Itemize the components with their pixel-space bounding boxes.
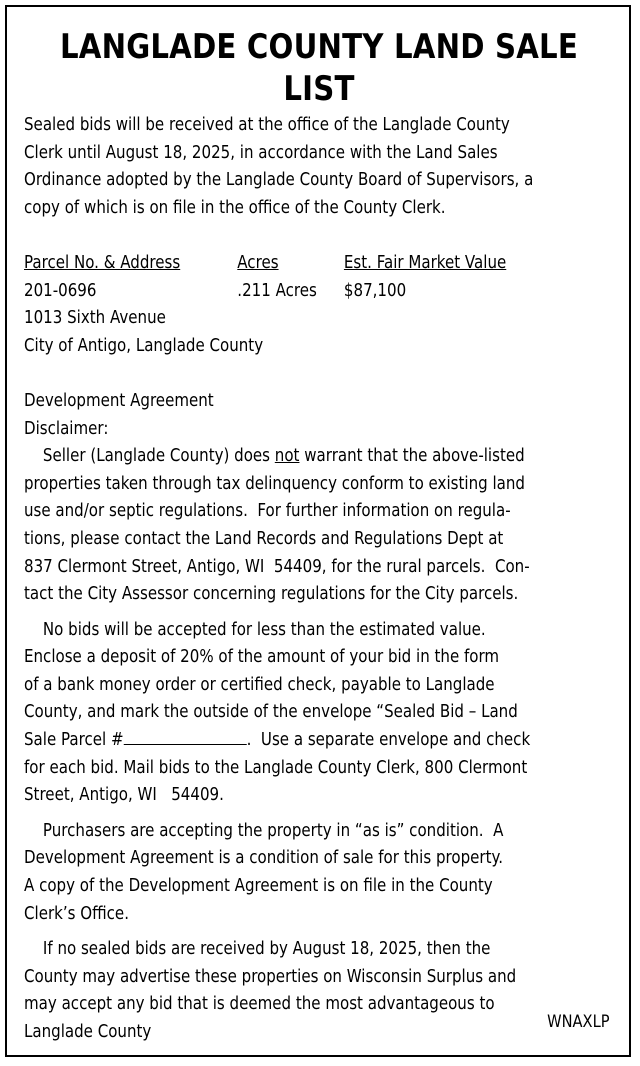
parcel-value: $87,100 (343, 280, 407, 301)
disclaimer-line: 837 Clermont Street, Antigo, WI 54409, for the rural parcels. Con- (24, 556, 530, 577)
emphasis-not: not (274, 446, 300, 467)
disclaimer-line: tact the City Assessor concerning regulations for the City parcels. (24, 584, 519, 605)
no-bids-line: Langlade County (24, 1022, 152, 1042)
intro-line: copy of which is on file in the office of the County Clerk. (24, 197, 446, 218)
bids-line: Enclose a deposit of 20% of the amount of your bid in the form (24, 647, 500, 668)
disclaimer-line: use and/or septic regulations. For further information on regula- (24, 501, 511, 522)
disclaimer-line: tions, please contact the Land Records and Regulations Dept at (24, 528, 504, 549)
publication-code: WNAXLP (547, 1012, 610, 1032)
purchasers-line: Purchasers are accepting the property in “as is” condition. A (42, 820, 504, 841)
header-parcel: Parcel No. & Address (24, 252, 181, 273)
bids-line: of a bank money order or certified check, payable to Langlade (24, 674, 495, 695)
purchasers-line: A copy of the Development Agreement is on file in the County (24, 876, 493, 897)
parcel-number-blank (124, 728, 247, 745)
purchasers-line: Clerk’s Office. (24, 903, 129, 924)
no-bids-line: If no sealed bids are received by August 18, 2025, then the (42, 939, 491, 960)
parcel-city: City of Antigo, Langlade County (24, 335, 264, 356)
bids-line: No bids will be accepted for less than the estimated value. (42, 619, 486, 640)
page-title: LANGLADE COUNTY LAND SALE LIST (59, 27, 578, 109)
parcel-acres: .211 Acres (237, 280, 317, 301)
parcel-table-header (24, 250, 614, 278)
bids-line: Street, Antigo, WI 54409. (24, 785, 224, 806)
intro-line: Clerk until August 18, 2025, in accordance with the Land Sales (24, 142, 498, 163)
no-bids-line: County may advertise these properties on Wisconsin Surplus and (24, 966, 517, 987)
bids-line: for each bid. Mail bids to the Langlade County Clerk, 800 Clermont (24, 757, 528, 778)
purchasers-line: Development Agreement is a condition of sale for this property. (24, 848, 504, 869)
header-acres: Acres (237, 252, 279, 273)
bids-parcel-line: Sale Parcel # . Use a separate envelope and check (24, 730, 531, 751)
parcel-table-row (24, 278, 614, 306)
bids-line: County, and mark the outside of the envelope “Sealed Bid – Land (24, 702, 518, 723)
disclaimer-line: properties taken through tax delinquency conform to existing land (24, 473, 525, 494)
parcel-address: 1013 Sixth Avenue (24, 308, 166, 329)
intro-line: Sealed bids will be received at the office of the Langlade County (24, 115, 510, 135)
header-value: Est. Fair Market Value (343, 252, 507, 273)
no-bids-line: may accept any bid that is deemed the most advantageous to (24, 994, 495, 1015)
agreement-note: Development Agreement (24, 390, 214, 411)
disclaimer-line: Seller (Langlade County) does not warrant that the above-listed (42, 446, 525, 467)
intro-line: Ordinance adopted by the Langlade County Board of Supervisors, a (24, 170, 534, 191)
disclaimer-heading: Disclaimer: (24, 418, 109, 439)
parcel-number: 201-0696 (24, 280, 97, 301)
notice-body (24, 26, 578, 1047)
